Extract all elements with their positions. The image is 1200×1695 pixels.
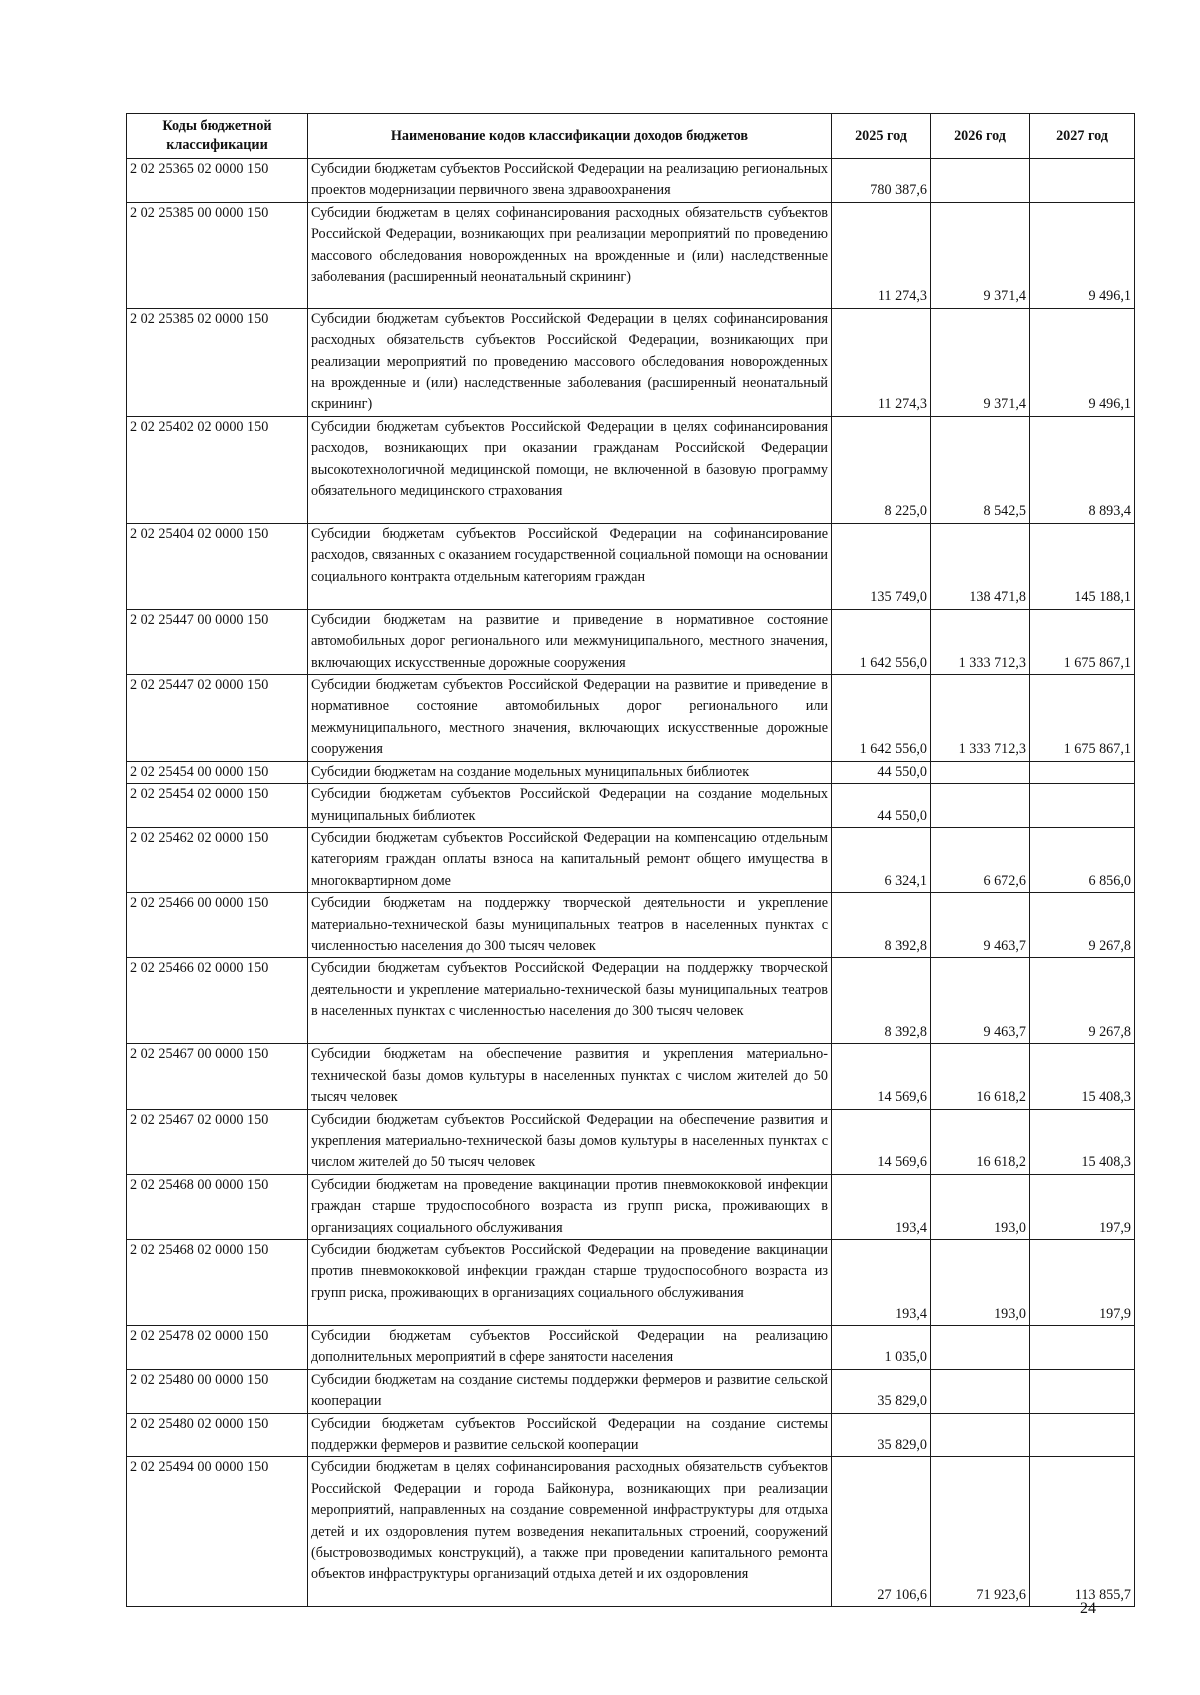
value-2026-cell: 9 463,7 xyxy=(931,893,1030,958)
value-2025-cell: 1 642 556,0 xyxy=(832,609,931,674)
value-2026-cell: 1 333 712,3 xyxy=(931,675,1030,762)
name-cell: Субсидии бюджетам субъектов Российской Федерации в целях софинансирования расходов, возникающих при оказании гражданам Российской Федерации высокотехнологичной медицинской помощи, не включенной в базовую программу обязательного медицинского страхования xyxy=(308,416,832,523)
table-row xyxy=(127,1326,1135,1370)
value-2025-cell: 193,4 xyxy=(832,1174,931,1239)
table-row xyxy=(127,416,1135,523)
code-cell: 2 02 25385 02 0000 150 xyxy=(127,308,308,416)
header-2025: 2025 год xyxy=(832,114,931,159)
value-2027-cell xyxy=(1030,1413,1135,1457)
value-2026-cell: 16 618,2 xyxy=(931,1109,1030,1174)
value-2027-cell: 197,9 xyxy=(1030,1240,1135,1326)
name-cell: Субсидии бюджетам на развитие и приведение в нормативное состояние автомобильных дорог регионального или межмуниципального, местного значения, включающих искусственные дорожные сооружения xyxy=(308,609,832,674)
table-row xyxy=(127,202,1135,308)
value-2026-cell: 8 542,5 xyxy=(931,416,1030,523)
value-2026-cell: 193,0 xyxy=(931,1174,1030,1239)
code-cell: 2 02 25467 02 0000 150 xyxy=(127,1109,308,1174)
name-cell: Субсидии бюджетам субъектов Российской Федерации на проведение вакцинации против пневмококковой инфекции граждан старше трудоспособного возраста из групп риска, проживающих в организациях социального обслуживания xyxy=(308,1240,832,1326)
value-2027-cell: 1 675 867,1 xyxy=(1030,609,1135,674)
table-row xyxy=(127,784,1135,828)
value-2025-cell: 35 829,0 xyxy=(832,1369,931,1413)
value-2027-cell xyxy=(1030,1326,1135,1370)
value-2025-cell: 44 550,0 xyxy=(832,784,931,828)
table-row xyxy=(127,958,1135,1044)
value-2025-cell: 44 550,0 xyxy=(832,761,931,783)
header-code: Коды бюджетной классификации xyxy=(127,114,308,159)
table-row xyxy=(127,609,1135,674)
value-2027-cell: 113 855,7 xyxy=(1030,1457,1135,1607)
value-2025-cell: 14 569,6 xyxy=(832,1109,931,1174)
code-cell: 2 02 25466 00 0000 150 xyxy=(127,893,308,958)
code-cell: 2 02 25454 00 0000 150 xyxy=(127,761,308,783)
value-2027-cell xyxy=(1030,761,1135,783)
code-cell: 2 02 25467 00 0000 150 xyxy=(127,1044,308,1109)
table-body xyxy=(127,159,1135,1607)
name-cell: Субсидии бюджетам субъектов Российской Федерации в целях софинансирования расходных обязательств субъектов Российской Федерации, возникающих при реализации мероприятий по проведению массового обследования новорожденных на врожденные и (или) наследственные заболевания (расширенный неонатальный скрининг) xyxy=(308,308,832,416)
value-2025-cell: 8 392,8 xyxy=(832,893,931,958)
name-cell: Субсидии бюджетам на проведение вакцинации против пневмококковой инфекции граждан старше трудоспособного возраста из групп риска, проживающих в организациях социального обслуживания xyxy=(308,1174,832,1239)
code-cell: 2 02 25494 00 0000 150 xyxy=(127,1457,308,1607)
value-2025-cell: 8 392,8 xyxy=(832,958,931,1044)
table-row xyxy=(127,1413,1135,1457)
value-2025-cell: 1 035,0 xyxy=(832,1326,931,1370)
value-2027-cell: 9 496,1 xyxy=(1030,202,1135,308)
value-2027-cell xyxy=(1030,784,1135,828)
table-row xyxy=(127,1369,1135,1413)
value-2027-cell: 1 675 867,1 xyxy=(1030,675,1135,762)
header-2026: 2026 год xyxy=(931,114,1030,159)
code-cell: 2 02 25478 02 0000 150 xyxy=(127,1326,308,1370)
name-cell: Субсидии бюджетам в целях софинансирования расходных обязательств субъектов Российской Федерации, возникающих при реализации мероприятий по проведению массового обследования новорожденных на врожденные и (или) наследственные заболевания (расширенный неонатальный скрининг) xyxy=(308,202,832,308)
table-row xyxy=(127,1457,1135,1607)
header-name: Наименование кодов классификации доходов бюджетов xyxy=(308,114,832,159)
value-2027-cell: 8 893,4 xyxy=(1030,416,1135,523)
value-2025-cell: 11 274,3 xyxy=(832,202,931,308)
name-cell: Субсидии бюджетам субъектов Российской Федерации на реализацию дополнительных мероприятий в сфере занятости населения xyxy=(308,1326,832,1370)
value-2026-cell: 9 463,7 xyxy=(931,958,1030,1044)
code-cell: 2 02 25480 00 0000 150 xyxy=(127,1369,308,1413)
value-2027-cell: 9 496,1 xyxy=(1030,308,1135,416)
table-row xyxy=(127,827,1135,892)
value-2027-cell xyxy=(1030,1369,1135,1413)
code-cell: 2 02 25404 02 0000 150 xyxy=(127,523,308,609)
name-cell: Субсидии бюджетам в целях софинансирования расходных обязательств субъектов Российской Федерации и города Байконура, возникающих при реализации мероприятий, направленных на создание современной инфраструктуры для отдыха детей и их оздоровления путем возведения некапитальных строений, сооружений (быстровозводимых конструкций), а также при проведении капитального ремонта объектов инфраструктуры организаций отдыха детей и их оздоровления xyxy=(308,1457,832,1607)
table-row xyxy=(127,1174,1135,1239)
value-2027-cell: 15 408,3 xyxy=(1030,1109,1135,1174)
code-cell: 2 02 25468 02 0000 150 xyxy=(127,1240,308,1326)
table-row xyxy=(127,1240,1135,1326)
value-2026-cell: 6 672,6 xyxy=(931,827,1030,892)
value-2025-cell: 8 225,0 xyxy=(832,416,931,523)
value-2026-cell xyxy=(931,1369,1030,1413)
code-cell: 2 02 25365 02 0000 150 xyxy=(127,159,308,203)
name-cell: Субсидии бюджетам субъектов Российской Федерации на создание модельных муниципальных библиотек xyxy=(308,784,832,828)
table-row xyxy=(127,308,1135,416)
header-2027: 2027 год xyxy=(1030,114,1135,159)
value-2026-cell: 9 371,4 xyxy=(931,308,1030,416)
value-2026-cell xyxy=(931,761,1030,783)
code-cell: 2 02 25466 02 0000 150 xyxy=(127,958,308,1044)
code-cell: 2 02 25480 02 0000 150 xyxy=(127,1413,308,1457)
code-cell: 2 02 25462 02 0000 150 xyxy=(127,827,308,892)
budget-table xyxy=(126,113,1135,1607)
table-row xyxy=(127,761,1135,783)
name-cell: Субсидии бюджетам субъектов Российской Федерации на создание системы поддержки фермеров и развитие сельской кооперации xyxy=(308,1413,832,1457)
value-2026-cell xyxy=(931,1326,1030,1370)
name-cell: Субсидии бюджетам на поддержку творческой деятельности и укрепление материально-технической базы муниципальных театров в населенных пунктах с численностью населения до 300 тысяч человек xyxy=(308,893,832,958)
table-row xyxy=(127,675,1135,762)
value-2027-cell: 6 856,0 xyxy=(1030,827,1135,892)
code-cell: 2 02 25385 00 0000 150 xyxy=(127,202,308,308)
name-cell: Субсидии бюджетам субъектов Российской Федерации на софинансирование расходов, связанных с оказанием государственной социальной помощи на основании социального контракта отдельным категориям граждан xyxy=(308,523,832,609)
value-2025-cell: 27 106,6 xyxy=(832,1457,931,1607)
value-2027-cell: 15 408,3 xyxy=(1030,1044,1135,1109)
value-2025-cell: 135 749,0 xyxy=(832,523,931,609)
value-2025-cell: 1 642 556,0 xyxy=(832,675,931,762)
value-2026-cell: 138 471,8 xyxy=(931,523,1030,609)
value-2026-cell xyxy=(931,784,1030,828)
value-2026-cell: 1 333 712,3 xyxy=(931,609,1030,674)
value-2025-cell: 6 324,1 xyxy=(832,827,931,892)
value-2027-cell: 197,9 xyxy=(1030,1174,1135,1239)
table-row xyxy=(127,893,1135,958)
name-cell: Субсидии бюджетам субъектов Российской Федерации на развитие и приведение в нормативное состояние автомобильных дорог регионального или межмуниципального, местного значения, включающих искусственные дорожные сооружения xyxy=(308,675,832,762)
table-row xyxy=(127,523,1135,609)
page-number: 24 xyxy=(1080,1600,1096,1617)
name-cell: Субсидии бюджетам субъектов Российской Федерации на поддержку творческой деятельности и укрепление материально-технической базы муниципальных театров в населенных пунктах с численностью населения до 300 тысяч человек xyxy=(308,958,832,1044)
value-2026-cell xyxy=(931,159,1030,203)
value-2027-cell: 9 267,8 xyxy=(1030,958,1135,1044)
value-2026-cell: 9 371,4 xyxy=(931,202,1030,308)
value-2026-cell: 193,0 xyxy=(931,1240,1030,1326)
code-cell: 2 02 25447 02 0000 150 xyxy=(127,675,308,762)
value-2027-cell: 145 188,1 xyxy=(1030,523,1135,609)
name-cell: Субсидии бюджетам на создание системы поддержки фермеров и развитие сельской кооперации xyxy=(308,1369,832,1413)
value-2027-cell xyxy=(1030,159,1135,203)
table-row xyxy=(127,159,1135,203)
name-cell: Субсидии бюджетам на обеспечение развития и укрепления материально-технической базы домов культуры в населенных пунктах с числом жителей до 50 тысяч человек xyxy=(308,1044,832,1109)
name-cell: Субсидии бюджетам на создание модельных муниципальных библиотек xyxy=(308,761,832,783)
code-cell: 2 02 25468 00 0000 150 xyxy=(127,1174,308,1239)
value-2025-cell: 35 829,0 xyxy=(832,1413,931,1457)
table-row xyxy=(127,1044,1135,1109)
table-row xyxy=(127,1109,1135,1174)
value-2025-cell: 11 274,3 xyxy=(832,308,931,416)
name-cell: Субсидии бюджетам субъектов Российской Федерации на реализацию региональных проектов модернизации первичного звена здравоохранения xyxy=(308,159,832,203)
code-cell: 2 02 25447 00 0000 150 xyxy=(127,609,308,674)
name-cell: Субсидии бюджетам субъектов Российской Федерации на обеспечение развития и укрепления материально-технической базы домов культуры в населенных пунктах с числом жителей до 50 тысяч человек xyxy=(308,1109,832,1174)
value-2025-cell: 14 569,6 xyxy=(832,1044,931,1109)
code-cell: 2 02 25454 02 0000 150 xyxy=(127,784,308,828)
value-2025-cell: 193,4 xyxy=(832,1240,931,1326)
value-2027-cell: 9 267,8 xyxy=(1030,893,1135,958)
name-cell: Субсидии бюджетам субъектов Российской Федерации на компенсацию отдельным категориям граждан оплаты взноса на капитальный ремонт общего имущества в многоквартирном доме xyxy=(308,827,832,892)
value-2025-cell: 780 387,6 xyxy=(832,159,931,203)
value-2026-cell xyxy=(931,1413,1030,1457)
header-row xyxy=(127,114,1135,159)
code-cell: 2 02 25402 02 0000 150 xyxy=(127,416,308,523)
value-2026-cell: 16 618,2 xyxy=(931,1044,1030,1109)
value-2026-cell: 71 923,6 xyxy=(931,1457,1030,1607)
